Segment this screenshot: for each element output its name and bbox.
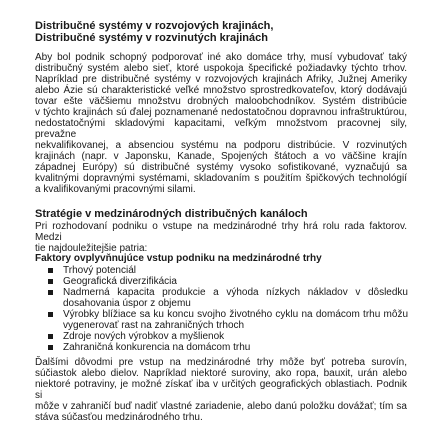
paragraph-line: Ďalšími dôvodmi pre vstup na medzinárodné trhy môže byť potreba surovín, [35, 357, 407, 368]
paragraph-line: alebo Ázie sú charakteristické veľké množstvo sprostredkovateľov, ktorý dodávajú [35, 85, 407, 96]
list-item [48, 265, 408, 276]
list-item-text: Zahraničná konkurencia na domácom trhu [63, 342, 251, 353]
paragraph-line: môže v zahraničí buď nadiť vlastné zariadenie, alebo danú položku dovážať; tím sa [35, 401, 407, 412]
strategy-paragraph [35, 221, 407, 254]
paragraph-line: Aby bol podnik schopný podporovať iné ako domáce trhy, musí vybudovať taký [35, 52, 407, 63]
paragraph-line: kvalitnými dopravnými systémami, skladovaním s použitím špičkových technológií [35, 173, 407, 184]
list-item [48, 309, 408, 331]
paragraph-line: v týchto krajinách sú ďalej poznamenané nedostatočnou dopravnou infraštruktúrou, [35, 107, 407, 118]
factors-list [48, 265, 408, 353]
list-item-text: Výrobky blížiace sa ku koncu svojho životného cyklu na domácom trhu môžu [63, 309, 408, 320]
list-item [48, 331, 408, 342]
paragraph-line: niektoré potraviny, je možné získať iba v určitých geografických oblastiach. Podnik si [35, 379, 407, 401]
bullet-square-icon [48, 290, 53, 295]
paragraph-line: nedostatočnými skladovými kapacitami, veľkým množstvom pracovnej sily, prevažne [35, 118, 407, 140]
section-heading [35, 20, 273, 44]
bullet-square-icon [48, 345, 53, 350]
bullet-square-icon [48, 312, 53, 317]
strategy-heading: Stratégie v medzinárodných distribučných kanáloch [35, 208, 308, 220]
paragraph-line: krajinách (napr. v Japonsku, Kanade, Spojených štátoch a vo väčšine krajín [35, 151, 407, 162]
paragraph-line: súčiastok alebo dielov. Napríklad niektoré suroviny, ako ropa, bauxit, urán alebo [35, 368, 407, 379]
paragraph-line: a kvalifikovanými pracovnými silami. [35, 184, 196, 195]
list-item-text: Geografická diverzifikácia [63, 276, 177, 287]
list-item-text: Nadmerná kapacita produkcie a výhoda nízkych nákladov v dôsledku [63, 287, 408, 298]
intro-paragraph [35, 52, 407, 195]
factors-heading: Faktory ovplyvňnujúce vstup podniku na medzinárodné trhy [35, 253, 322, 264]
paragraph-line: tovar ešte väčšiemu množstvu drobných maloobchodníkov. Systém distribúcie [35, 96, 407, 107]
list-item [48, 276, 408, 287]
heading-line: Distribučné systémy v rozvojových krajinách, [35, 20, 274, 32]
paragraph-line: stáva súčasťou medzinárodného trhu. [35, 412, 203, 423]
list-item-text: Zdroje nových výrobkov a myšlienok [63, 331, 225, 342]
list-item-text: dosahovania úspor z objemu [63, 298, 191, 309]
list-item [48, 342, 408, 353]
list-item-text: vygenerovať rast na zahraničných trhoch [63, 320, 245, 331]
closing-paragraph [35, 357, 407, 423]
bullet-square-icon [48, 279, 53, 284]
bullet-square-icon [48, 334, 53, 339]
paragraph-line: Napríklad pre distribučné systémy v rozvojových krajinách Afriky, Južnej Ameriky [35, 74, 407, 85]
list-item [48, 287, 408, 309]
bullet-square-icon [48, 268, 53, 273]
heading-line: Distribučné systémy v rozvinutých krajinách [35, 32, 268, 44]
list-item-text: Trhový potenciál [63, 265, 136, 276]
paragraph-line: nekvalifikovanej, a absenciou systému na podporu distribúcie. V rozvinutých [35, 140, 407, 151]
paragraph-line: tie najdouležitejšie patria: [35, 243, 148, 254]
paragraph-line: západnej Európy) sú distribučné systémy vysoko sofistikované, vyznačujú sa [35, 162, 407, 173]
paragraph-line: Pri rozhodovaní podniku o vstupe na medzinárodné trhy hrá rolu rada faktorov. Medzi [35, 221, 407, 243]
paragraph-line: distribučný systém alebo sieť, ktoré uspokoja špecifické požiadavky týchto trhov. [35, 63, 407, 74]
